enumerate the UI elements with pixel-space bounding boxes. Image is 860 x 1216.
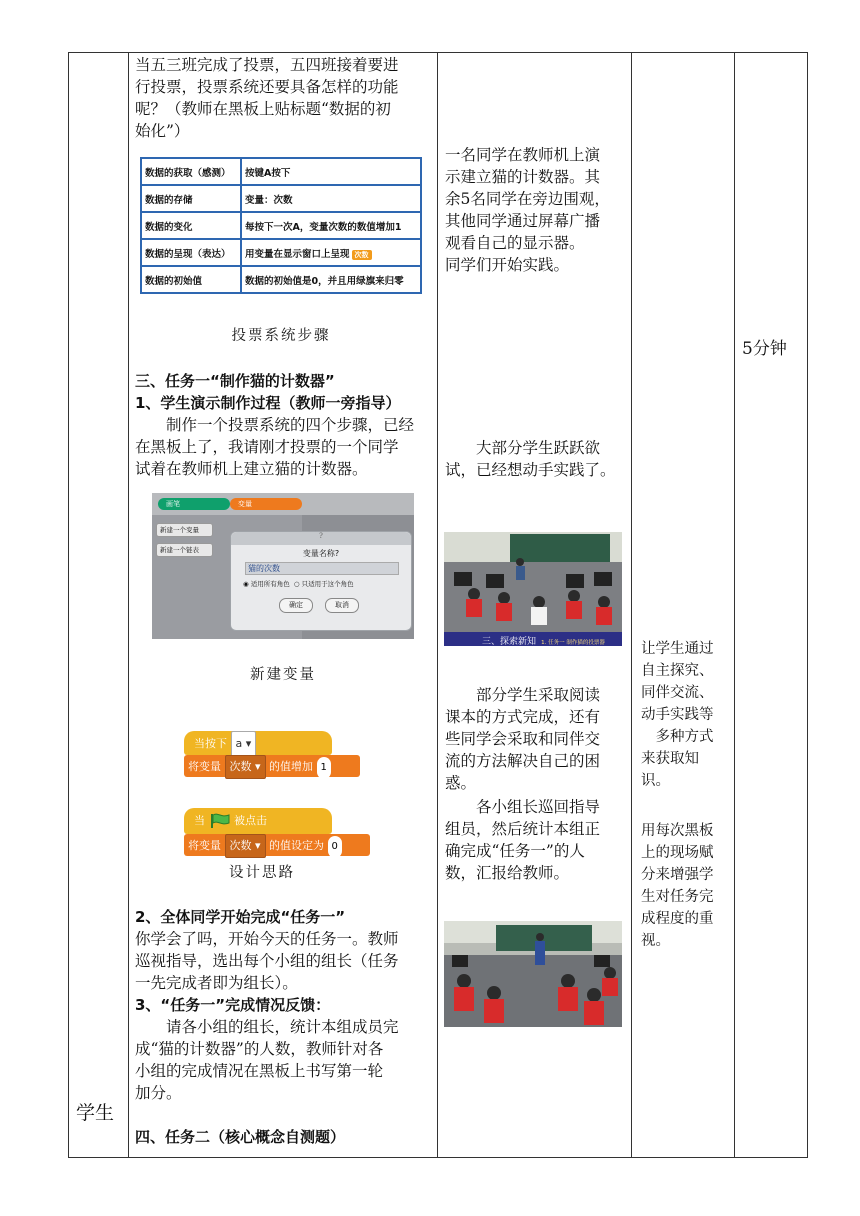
text-line: 呢？（教师在黑板上贴标题“数据的初 [135, 100, 391, 118]
radio-this-sprite: ○ 只适用于这个角色 [293, 580, 354, 588]
text-line: 数，汇报给教师。 [445, 864, 570, 882]
variables-category: 变量 [230, 498, 302, 510]
text-line: 流的方法解决自己的困 [445, 752, 601, 770]
subsection-title: 3、“任务一”完成情况反馈： [135, 996, 331, 1014]
text-line: 用每次黑板 [641, 823, 714, 839]
text-line: 同伴交流、 [641, 685, 714, 701]
key-dropdown: a ▾ [231, 731, 257, 757]
block-text: 将变量 [188, 760, 221, 773]
number-input: 0 [328, 836, 342, 858]
radio-all-sprites: ◉ 适用所有角色 [243, 580, 290, 588]
text-line: 在黑板上了，我请刚才投票的一个同学 [135, 438, 399, 456]
var-name: 次数 [229, 839, 252, 852]
text-line: 来获取知 [641, 751, 699, 767]
text-line: 巡视指导，选出每个小组的组长（任务 [135, 952, 399, 970]
step-value: 变量：次数 [241, 185, 421, 212]
observation-1 [445, 144, 631, 276]
scope-options [243, 579, 354, 588]
voting-steps-table [140, 157, 422, 294]
key-value: a [235, 737, 243, 750]
classroom-photo-image [444, 532, 622, 646]
text-line: 示建立猫的计数器。其 [445, 168, 601, 186]
step-value: 按键A按下 [241, 158, 421, 185]
step-label: 数据的存储 [141, 185, 241, 212]
dialog-titlebar: ? [231, 532, 411, 545]
text-line: 加分。 [135, 1084, 182, 1102]
text-line: 让学生通过 [641, 641, 714, 657]
text-line: 制作一个投票系统的四个步骤，已经 [166, 416, 415, 434]
table-row [141, 266, 421, 293]
when-flag-clicked-block [184, 808, 332, 834]
new-list-button: 新建一个链表 [156, 543, 213, 557]
text-line: 一名同学在教师机上演 [445, 146, 601, 164]
dialog-prompt: 变量名称? [302, 549, 340, 558]
text-line: 同学们开始实践。 [445, 256, 570, 274]
classroom-photo [444, 921, 622, 1027]
text-line: 生对任务完 [641, 889, 714, 905]
variable-name-input: 猫的次数 [245, 562, 399, 575]
text-line: 大部分学生跃跃欲 [476, 439, 601, 457]
cancel-button: 取消 [325, 598, 359, 613]
classroom-photo [444, 532, 622, 646]
block-text: 的值设定为 [269, 839, 325, 852]
pen-category: 画笔 [158, 498, 230, 510]
photo-banner [444, 632, 622, 646]
text-line: 多种方式 [655, 729, 714, 745]
figure-caption: 投票系统步骤 [231, 328, 331, 344]
subsection-title: 1、学生演示制作过程（教师一旁指导） [135, 394, 401, 412]
column-divider [734, 53, 735, 1157]
text-line: 些同学会采取和同伴交 [445, 730, 601, 748]
step-value-text: 用变量在显示窗口上呈现 [245, 248, 350, 260]
table-row [141, 185, 421, 212]
intro-paragraph [135, 54, 433, 142]
text-line: 组员，然后统计本组正 [445, 820, 601, 838]
change-variable-block [184, 755, 360, 777]
section-title: 三、任务一“制作猫的计数器” [135, 372, 335, 390]
column-divider [437, 53, 438, 1157]
column-divider [128, 53, 129, 1157]
section-title: 四、任务二（核心概念自测题） [135, 1128, 346, 1146]
block-text: 将变量 [188, 839, 221, 852]
text-line: 观看自己的显示器。 [445, 234, 585, 252]
variable-dropdown: 次数 ▾ [225, 755, 266, 779]
text-line: 你学会了吗，开始今天的任务一。教师 [135, 930, 399, 948]
block-text: 当 [194, 814, 205, 827]
text-line: 课本的方式完成，还有 [445, 708, 601, 726]
observation-3 [445, 684, 631, 884]
duration: 5分钟 [742, 339, 787, 359]
text-line: 一先完成者即为组长）。 [135, 974, 298, 992]
text-line: 成程度的重 [641, 911, 714, 927]
banner-title: 三、探索新知 [482, 637, 537, 646]
text-line: 上的现场赋 [641, 845, 714, 861]
block-text: 当按下 [194, 737, 227, 750]
text-line: 小组的完成情况在黑板上书写第一轮 [135, 1062, 384, 1080]
text-line: 自主探究、 [641, 663, 714, 679]
row-label: 学生 [76, 1102, 115, 1124]
text-line: 视。 [641, 933, 670, 949]
figure-caption: 新建变量 [250, 667, 316, 683]
text-line: 试着在教师机上建立猫的计数器。 [135, 460, 368, 478]
text-line: 各小组长巡回指导 [476, 798, 601, 816]
number-input: 1 [317, 757, 331, 779]
text-line: 识。 [641, 773, 670, 789]
text-line: 当五三班完成了投票，五四班接着要进 [135, 56, 399, 74]
step-label: 数据的初始值 [141, 266, 241, 293]
section-three-continued [135, 906, 435, 1148]
text-line: 动手实践等 [641, 707, 714, 723]
variable-dialog [230, 531, 412, 631]
column-divider [631, 53, 632, 1157]
design-intent-1 [641, 638, 737, 792]
step-value [241, 239, 421, 266]
figure-caption: 设计思路 [229, 865, 295, 881]
new-variable-button: 新建一个变量 [156, 523, 213, 537]
banner-subtitle: 1. 任务一 制作猫的投票器 [541, 640, 605, 646]
text-line: 余5名同学在旁边围观， [445, 190, 610, 208]
observation-2 [445, 437, 631, 481]
step-label: 数据的呈现（表达） [141, 239, 241, 266]
classroom-photo-image [444, 921, 622, 1027]
text-line: 部分学生采取阅读 [476, 686, 601, 704]
text-line: 其他同学通过屏幕广播 [445, 212, 601, 230]
block-text: 的值增加 [269, 760, 314, 773]
text-line: 始化”） [135, 122, 190, 140]
text-line: 请各小组的组长，统计本组成员完 [166, 1018, 399, 1036]
step-value: 每按下一次A，变量次数的数值增加1 [241, 212, 421, 239]
block-text: 被点击 [234, 814, 267, 827]
text-line: 行投票，投票系统还要具备怎样的功能 [135, 78, 399, 96]
when-key-pressed-block [184, 731, 332, 755]
set-variable-block [184, 834, 370, 856]
text-line: 分来增强学 [641, 867, 714, 883]
table-row [141, 158, 421, 185]
variable-dropdown: 次数 ▾ [225, 834, 266, 858]
var-name: 次数 [229, 760, 252, 773]
text-line: 确完成“任务一”的人 [445, 842, 585, 860]
text-line: 惑。 [445, 774, 477, 792]
ok-button: 确定 [279, 598, 313, 613]
subsection-title: 2、全体同学开始完成“任务一” [135, 908, 346, 926]
green-flag-icon [209, 813, 231, 829]
step-value: 数据的初始值是0，并且用绿旗来归零 [241, 266, 421, 293]
variable-monitor-chip: 次数 [352, 250, 372, 260]
table-row [141, 239, 421, 266]
design-intent-2 [641, 820, 737, 952]
section-three [135, 370, 435, 480]
step-label: 数据的变化 [141, 212, 241, 239]
new-variable-screenshot [152, 493, 414, 639]
table-row [141, 212, 421, 239]
blank-line [135, 1104, 435, 1126]
text-line: 试，已经想动手实践了。 [445, 461, 616, 479]
text-line: 成“猫的计数器”的人数，教师针对各 [135, 1040, 384, 1058]
step-label: 数据的获取（感测） [141, 158, 241, 185]
